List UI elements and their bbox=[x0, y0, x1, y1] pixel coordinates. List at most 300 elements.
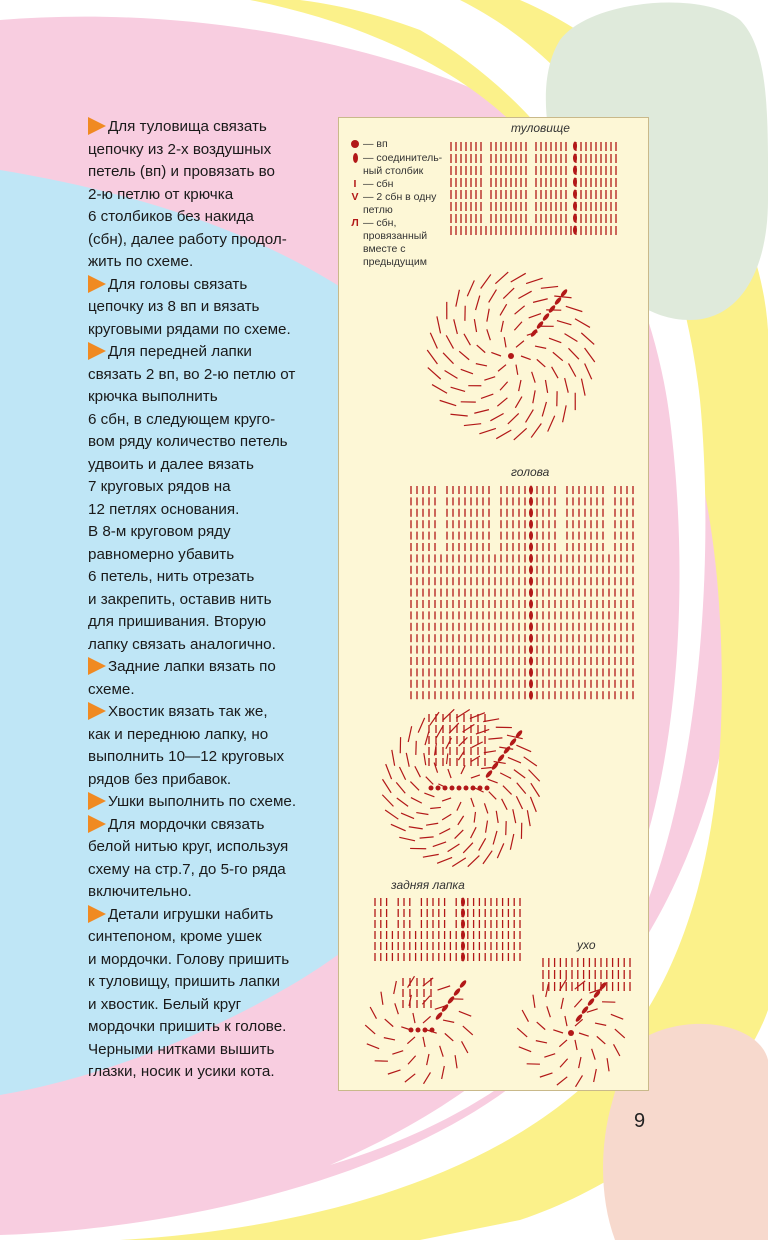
stitch-mark bbox=[533, 299, 548, 303]
stitch-mark bbox=[463, 1026, 473, 1035]
stitch-mark bbox=[388, 1070, 401, 1074]
slip-stitch-mark bbox=[529, 657, 533, 666]
text-line bbox=[88, 139, 336, 162]
stitch-mark bbox=[521, 356, 531, 360]
slip-stitch-mark bbox=[573, 202, 577, 211]
text-span: вом ряду количество петель bbox=[88, 433, 288, 450]
paragraph bbox=[88, 274, 336, 342]
stitch-mark bbox=[574, 999, 582, 1008]
stitch-mark bbox=[459, 1011, 471, 1016]
stitch-mark bbox=[557, 1077, 567, 1085]
stitch-mark bbox=[464, 424, 481, 426]
slip-stitch-mark bbox=[529, 588, 533, 597]
label-hind-paw: задняя лапка bbox=[391, 878, 465, 892]
slip-stitch-mark bbox=[575, 1013, 584, 1022]
text-line bbox=[88, 926, 336, 949]
chain-dot bbox=[478, 786, 483, 791]
text-span: как и переднюю лапку, но bbox=[88, 725, 269, 743]
stitch-mark bbox=[415, 766, 421, 777]
slip-stitch-mark bbox=[509, 737, 518, 746]
stitch-mark bbox=[515, 397, 522, 408]
stitch-mark bbox=[541, 286, 558, 288]
stitch-mark bbox=[428, 368, 441, 380]
text-span: жить по схеме. bbox=[88, 253, 194, 270]
stitch-mark bbox=[432, 385, 447, 394]
text-line bbox=[88, 274, 336, 297]
stitch-mark bbox=[585, 363, 592, 379]
text-span: Для передней лапки bbox=[108, 343, 252, 360]
stitch-mark bbox=[384, 1038, 395, 1040]
stitch-mark bbox=[443, 353, 453, 364]
slip-stitch-mark bbox=[529, 543, 533, 552]
text-line bbox=[88, 341, 336, 364]
stitch-mark bbox=[416, 813, 428, 815]
stitch-mark bbox=[471, 827, 477, 838]
paragraph bbox=[88, 791, 336, 814]
stitch-mark bbox=[459, 351, 469, 359]
stitch-mark bbox=[516, 341, 524, 348]
slip-stitch-mark bbox=[529, 611, 533, 620]
slip-stitch-mark bbox=[529, 634, 533, 643]
text-span: 6 сбн, в следующем круго- bbox=[88, 410, 276, 428]
slip-stitch-mark bbox=[548, 304, 557, 313]
stitch-mark bbox=[442, 1066, 445, 1079]
stitch-mark bbox=[514, 770, 525, 778]
stitch-mark bbox=[426, 777, 433, 785]
stitch-mark bbox=[496, 430, 511, 439]
stitch-mark bbox=[548, 416, 555, 432]
stitch-mark bbox=[519, 380, 521, 391]
stitch-mark bbox=[451, 387, 465, 391]
stitch-mark bbox=[490, 414, 503, 421]
chain-dot bbox=[457, 786, 462, 791]
stitch-mark bbox=[425, 732, 429, 746]
slip-stitch-mark bbox=[529, 554, 533, 563]
stitch-mark bbox=[516, 365, 518, 375]
l-icon: Л bbox=[351, 217, 359, 229]
stitch-mark bbox=[501, 321, 503, 332]
stitch-mark bbox=[491, 352, 501, 356]
text-span: глазки, носик и усики кота. bbox=[88, 1063, 275, 1080]
chain-dot bbox=[568, 1030, 574, 1036]
text-line bbox=[88, 611, 336, 634]
text-span: Ушки выполнить по схеме. bbox=[108, 793, 297, 810]
text-span: синтепоном, кроме ушек bbox=[88, 928, 262, 945]
stitch-mark bbox=[450, 414, 467, 416]
stitch-mark bbox=[561, 998, 563, 1009]
stitch-mark bbox=[514, 322, 522, 331]
stitch-mark bbox=[497, 843, 503, 858]
stitch-mark bbox=[493, 831, 497, 845]
slip-stitch-mark bbox=[441, 1003, 450, 1012]
stitch-mark bbox=[553, 352, 563, 360]
slip-stitch-mark bbox=[529, 600, 533, 609]
slip-stitch-mark bbox=[529, 520, 533, 529]
orange-arrow-icon bbox=[88, 657, 106, 675]
slip-stitch-mark bbox=[573, 154, 577, 163]
stitch-mark bbox=[424, 793, 434, 797]
stitch-mark bbox=[546, 984, 549, 997]
stitch-mark bbox=[552, 367, 558, 378]
stitch-mark bbox=[517, 1028, 527, 1037]
slip-stitch-mark bbox=[503, 745, 512, 754]
text-line bbox=[88, 454, 336, 477]
slip-stitch-mark bbox=[573, 166, 577, 175]
stitch-mark bbox=[545, 380, 547, 393]
stitch-mark bbox=[483, 851, 492, 864]
stitch-mark bbox=[446, 335, 453, 348]
text-span: схему на стр.7, до 5-го ряда bbox=[88, 860, 286, 878]
slip-stitch-mark bbox=[573, 142, 577, 151]
text-span: цепочку из 2-х воздушных bbox=[88, 140, 272, 158]
stitch-mark bbox=[464, 334, 470, 345]
stitch-mark bbox=[452, 858, 466, 867]
stitch-mark bbox=[569, 363, 576, 376]
stitch-mark bbox=[500, 304, 507, 315]
stitch-mark bbox=[488, 738, 502, 739]
stitch-mark bbox=[565, 1016, 567, 1026]
stitch-mark bbox=[409, 827, 423, 829]
text-line bbox=[88, 724, 336, 747]
stitch-mark bbox=[430, 807, 441, 808]
stitch-mark bbox=[559, 1040, 567, 1047]
stitch-mark bbox=[471, 775, 480, 778]
stitch-mark bbox=[614, 1044, 620, 1056]
stitch-mark bbox=[405, 1074, 415, 1082]
stitch-mark bbox=[508, 757, 521, 762]
text-line bbox=[88, 994, 336, 1017]
stitch-mark bbox=[533, 390, 535, 403]
label-body: туловище bbox=[511, 121, 570, 135]
stitch-mark bbox=[547, 1006, 551, 1017]
stitch-mark bbox=[392, 750, 395, 766]
slip-stitch-mark bbox=[529, 577, 533, 586]
stitch-mark bbox=[454, 319, 458, 334]
stitch-mark bbox=[576, 1075, 583, 1086]
stitch-mark bbox=[565, 378, 569, 393]
text-span: В 8-м круговом ряду bbox=[88, 523, 231, 540]
legend-item-sc: I — сбн bbox=[347, 178, 457, 191]
stitch-mark bbox=[424, 1072, 431, 1083]
stitch-mark bbox=[581, 379, 585, 396]
text-span: Для головы связать bbox=[108, 275, 248, 293]
legend-item-dec: Л — сбн, провязанный вместе с предыдущим bbox=[347, 217, 457, 269]
slip-stitch-mark bbox=[554, 296, 563, 305]
text-line bbox=[88, 116, 336, 139]
stitch-mark bbox=[426, 823, 438, 825]
slip-stitch-mark bbox=[435, 1011, 444, 1020]
stitch-mark bbox=[430, 712, 439, 725]
slip-stitch-mark bbox=[573, 214, 577, 223]
stitch-mark bbox=[481, 767, 492, 768]
text-line bbox=[88, 521, 336, 544]
stitch-mark bbox=[392, 1051, 403, 1055]
orange-arrow-icon bbox=[88, 117, 106, 135]
stitch-mark bbox=[500, 382, 508, 391]
stitch-mark bbox=[418, 718, 424, 733]
paragraph bbox=[88, 341, 336, 656]
stitch-mark bbox=[486, 821, 488, 833]
text-span: схеме. bbox=[88, 680, 135, 698]
stitch-mark bbox=[526, 410, 534, 423]
stitch-mark bbox=[496, 811, 498, 823]
stitch-mark bbox=[457, 802, 461, 811]
text-span: 7 круговых рядов на bbox=[88, 478, 231, 495]
text-span: к туловищу, пришить лапки bbox=[88, 973, 281, 990]
stitch-mark bbox=[537, 1022, 546, 1030]
stitch-mark bbox=[423, 1016, 431, 1023]
legend-item-vp: — вп bbox=[347, 138, 457, 152]
text-line bbox=[88, 791, 336, 814]
slip-stitch-mark bbox=[529, 565, 533, 574]
slip-stitch-mark bbox=[581, 1005, 590, 1014]
stitch-mark bbox=[519, 1047, 531, 1052]
stitch-mark bbox=[511, 273, 526, 282]
stitch-mark bbox=[427, 1054, 429, 1065]
text-line bbox=[88, 1061, 336, 1084]
stitch-mark bbox=[365, 1025, 375, 1034]
text-line bbox=[88, 656, 336, 679]
stitch-mark bbox=[407, 1037, 415, 1044]
stitch-mark bbox=[529, 314, 541, 318]
text-span: цепочку из 8 вп и вязать bbox=[88, 298, 260, 315]
stitch-mark bbox=[557, 321, 571, 325]
stitch-mark bbox=[399, 837, 415, 840]
chain-dot bbox=[429, 786, 434, 791]
text-line bbox=[88, 161, 336, 184]
stitch-mark bbox=[440, 1046, 444, 1057]
text-span: Черными нитками вышить bbox=[88, 1040, 275, 1058]
stitch-mark bbox=[592, 1049, 596, 1060]
slip-stitch-mark bbox=[459, 979, 468, 988]
stitch-mark bbox=[575, 1040, 577, 1050]
text-line bbox=[88, 1039, 336, 1062]
chain-dot bbox=[508, 353, 514, 359]
stitch-mark bbox=[455, 830, 464, 839]
stitch-mark bbox=[489, 290, 497, 303]
text-line bbox=[88, 184, 336, 207]
stitch-mark bbox=[526, 278, 542, 283]
chain-dot bbox=[450, 786, 455, 791]
text-line bbox=[88, 1016, 336, 1039]
chain-dot bbox=[423, 1028, 428, 1033]
slip-stitch-mark bbox=[529, 622, 533, 631]
text-line bbox=[88, 836, 336, 859]
stitch-mark bbox=[532, 372, 536, 383]
stitch-mark bbox=[524, 757, 537, 766]
stitch-mark bbox=[587, 1009, 598, 1013]
crochet-diagram-panel bbox=[338, 117, 649, 1091]
stitch-mark bbox=[522, 1010, 528, 1022]
text-span: мордочки пришить к голове. bbox=[88, 1018, 287, 1035]
slip-stitch-mark bbox=[573, 226, 577, 235]
stitch-mark bbox=[447, 753, 448, 764]
stitch-mark bbox=[479, 428, 495, 433]
text-span: лапку связать аналогично. bbox=[88, 635, 276, 653]
chain-dot bbox=[436, 786, 441, 791]
text-line bbox=[88, 296, 336, 319]
stitch-mark bbox=[479, 838, 486, 850]
slip-stitch-mark bbox=[587, 997, 596, 1006]
slip-stitch-mark bbox=[529, 497, 533, 506]
stitch-mark bbox=[565, 334, 578, 342]
stitch-mark bbox=[367, 1044, 379, 1049]
chain-dot bbox=[471, 786, 476, 791]
slip-stitch-mark bbox=[573, 190, 577, 199]
stitch-mark bbox=[500, 773, 511, 779]
stitch-mark bbox=[498, 365, 506, 372]
text-span: Для мордочки связать bbox=[108, 815, 265, 833]
slip-stitch-mark bbox=[453, 987, 462, 996]
stitch-mark bbox=[481, 394, 493, 398]
stitch-mark bbox=[481, 274, 491, 288]
stitch-mark bbox=[420, 837, 434, 838]
half-ellipse-icon bbox=[353, 153, 358, 163]
stitch-mark bbox=[488, 779, 498, 783]
text-span: и закрепить, оставив нить bbox=[88, 590, 272, 608]
text-span: и хвостик. Белый круг bbox=[88, 995, 242, 1013]
stitch-mark bbox=[579, 1057, 581, 1068]
stitch-mark bbox=[542, 402, 546, 416]
stitch-mark bbox=[487, 329, 491, 340]
text-span: круговыми рядами по схеме. bbox=[88, 320, 291, 338]
text-line bbox=[88, 701, 336, 724]
text-span: Для туловища связать bbox=[108, 118, 267, 135]
text-line bbox=[88, 881, 336, 904]
text-line bbox=[88, 476, 336, 499]
text-line bbox=[88, 544, 336, 567]
text-span: выполнить 10—12 круговых bbox=[88, 748, 285, 765]
stitch-mark bbox=[484, 803, 487, 813]
stitch-mark bbox=[458, 816, 464, 825]
stitch-mark bbox=[517, 783, 526, 794]
stitch-mark bbox=[536, 1041, 547, 1043]
stitch-mark bbox=[568, 348, 578, 359]
stitch-mark bbox=[396, 782, 405, 793]
stitch-mark bbox=[474, 319, 476, 332]
stitch-mark bbox=[401, 813, 414, 818]
slip-stitch-mark bbox=[461, 931, 465, 940]
stitch-mark bbox=[438, 986, 451, 990]
slip-stitch-mark bbox=[536, 320, 545, 329]
stitch-mark bbox=[502, 799, 508, 810]
slip-stitch-mark bbox=[497, 753, 506, 762]
text-span: включительно. bbox=[88, 883, 192, 900]
stitch-mark bbox=[406, 753, 409, 767]
orange-arrow-icon bbox=[88, 275, 106, 293]
stitch-mark bbox=[575, 319, 590, 328]
text-line bbox=[88, 431, 336, 454]
stitch-mark bbox=[445, 1033, 454, 1041]
stitch-mark bbox=[566, 306, 583, 311]
slip-stitch-mark bbox=[542, 312, 551, 321]
dot-icon bbox=[351, 140, 359, 148]
slip-stitch-mark bbox=[529, 486, 533, 495]
stitch-mark bbox=[468, 856, 480, 867]
legend-item-inc: V — 2 сбн в одну петлю bbox=[347, 191, 457, 217]
slip-stitch-mark bbox=[530, 328, 539, 337]
stitch-mark bbox=[461, 369, 473, 374]
stitch-mark bbox=[607, 1058, 609, 1071]
bar-icon: I bbox=[353, 178, 357, 190]
slip-stitch-mark bbox=[529, 645, 533, 654]
stitch-mark bbox=[476, 364, 487, 366]
diagram-legend bbox=[347, 138, 457, 269]
text-span: крючка выполнить bbox=[88, 388, 218, 405]
chain-dot bbox=[430, 1028, 435, 1033]
stitch-mark bbox=[581, 333, 594, 345]
text-line bbox=[88, 499, 336, 522]
stitch-mark bbox=[563, 405, 567, 422]
stitch-mark bbox=[476, 296, 480, 310]
stitch-mark bbox=[516, 796, 522, 809]
stitch-mark bbox=[427, 350, 437, 364]
v-icon: V bbox=[351, 191, 359, 203]
text-line bbox=[88, 251, 336, 274]
stitch-mark bbox=[471, 798, 474, 807]
text-line bbox=[88, 769, 336, 792]
page-number: 9 bbox=[634, 1110, 646, 1132]
stitch-mark bbox=[544, 1054, 555, 1058]
text-span: рядов без прибавок. bbox=[88, 770, 232, 788]
stitch-mark bbox=[495, 272, 508, 284]
text-line bbox=[88, 589, 336, 612]
stitch-mark bbox=[487, 309, 489, 322]
stitch-mark bbox=[439, 829, 450, 835]
text-line bbox=[88, 229, 336, 252]
stitch-mark bbox=[467, 280, 474, 296]
slip-stitch-mark bbox=[529, 691, 533, 700]
stitch-mark bbox=[530, 797, 536, 812]
stitch-mark bbox=[560, 1059, 568, 1068]
stitch-mark bbox=[535, 346, 546, 348]
orange-arrow-icon bbox=[88, 815, 106, 833]
slip-stitch-mark bbox=[529, 679, 533, 688]
text-span: петель (вп) и провязать во bbox=[88, 163, 275, 180]
stitch-mark bbox=[408, 976, 415, 987]
legend-item-slip: — соединитель-ный столбик bbox=[347, 152, 457, 178]
stitch-mark bbox=[516, 745, 531, 751]
stitch-mark bbox=[527, 810, 530, 826]
stitch-mark bbox=[531, 423, 541, 437]
stitch-mark bbox=[497, 398, 507, 406]
text-span: 2-ю петлю от крючка bbox=[88, 185, 234, 203]
stitch-mark bbox=[507, 735, 523, 738]
text-line bbox=[88, 409, 336, 432]
text-span: удвоить и далее вязать bbox=[88, 455, 254, 473]
slip-stitch-mark bbox=[461, 909, 465, 918]
stitch-mark bbox=[448, 844, 460, 852]
text-line bbox=[88, 859, 336, 882]
stitch-mark bbox=[615, 1029, 625, 1038]
text-span: Хвостик вязать так же, bbox=[108, 703, 268, 720]
stitch-mark bbox=[436, 725, 443, 737]
text-span: (сбн), далее работу продол- bbox=[88, 230, 287, 248]
chain-dot bbox=[485, 786, 490, 791]
stitch-mark bbox=[537, 359, 546, 367]
stitch-mark bbox=[448, 769, 451, 778]
stitch-mark bbox=[423, 1037, 425, 1047]
text-span: и мордочки. Голову пришить bbox=[88, 950, 290, 968]
stitch-mark bbox=[440, 400, 457, 405]
chain-dot bbox=[443, 786, 448, 791]
orange-arrow-icon bbox=[88, 342, 106, 360]
chain-dot bbox=[464, 786, 469, 791]
stitch-mark bbox=[386, 764, 392, 779]
slip-stitch-mark bbox=[447, 995, 456, 1004]
text-line bbox=[88, 814, 336, 837]
chain-dot bbox=[409, 1028, 414, 1033]
